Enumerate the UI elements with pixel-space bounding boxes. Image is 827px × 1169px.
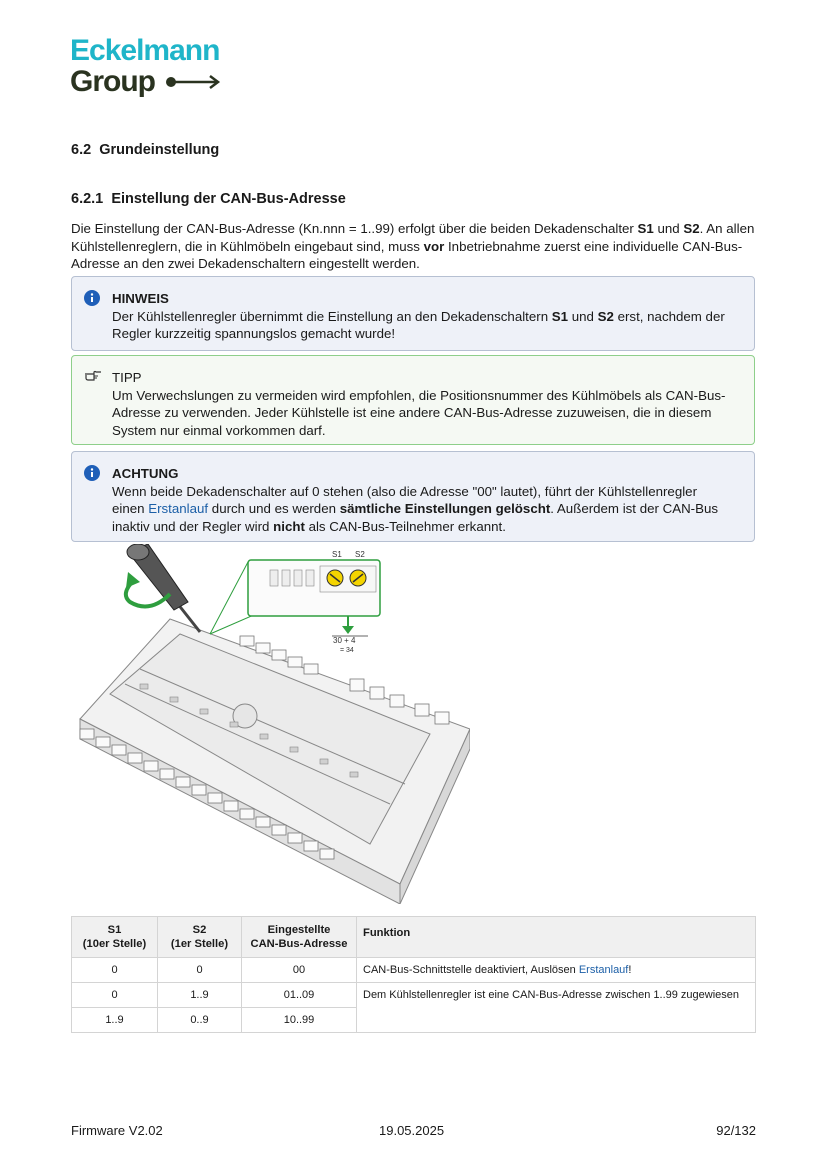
address-table: [71, 916, 756, 1033]
table-row: 0 1..9 01..09 Dem Kühlstellenregler ist eine CAN-Bus-Adresse zwischen 1..99 zugewiesen: [72, 983, 756, 1008]
label-s1: S1: [332, 550, 342, 559]
logo-line-1: Eckelmann: [70, 34, 220, 67]
info-icon: [84, 465, 100, 481]
company-logo: [70, 36, 223, 98]
formula-text: 30 + 4: [333, 636, 356, 645]
achtung-box: [71, 451, 755, 542]
section-heading: 6.2 Grundeinstellung: [71, 142, 220, 158]
erstanlauf-link[interactable]: Erstanlauf: [578, 964, 629, 976]
tipp-title: TIPP: [112, 370, 142, 385]
tipp-text: Um Verwechslungen zu vermeiden wird empfohlen, die Positionsnummer des Kühlmöbels als CAN-Bus-Adresse zu verwenden. Jeder Kühlstelle ist eine andere CAN-Bus-Adresse zuzuweisen, die in diesem System nur einmal vorkommen darf.: [112, 387, 726, 438]
footer-page-number: 92/132: [716, 1123, 756, 1138]
pointing-hand-icon: [84, 370, 102, 382]
tipp-box: [71, 355, 755, 445]
footer-date: 19.05.2025: [379, 1123, 445, 1138]
achtung-text: Wenn beide Dekadenschalter auf 0 stehen (also die Adresse "00" lautet), führt der Kühlstellenregler einen Erstanlauf durch und es werden sämtliche Einstellungen gelöscht. Außerdem ist der CAN-Bus inaktiv und der Regler wird nicht als CAN-Bus-Teilnehmer erkannt.: [112, 483, 719, 534]
header-s1: S1 (10er Stelle): [72, 917, 158, 958]
label-s2: S2: [355, 550, 365, 559]
hinweis-title: HINWEIS: [112, 291, 169, 306]
logo-line-2: Group: [70, 65, 155, 98]
header-s2: S2 (1er Stelle): [158, 917, 242, 958]
intro-paragraph: Die Einstellung der CAN-Bus-Adresse (Kn.nnn = 1..99) erfolgt über die beiden Dekadenschalter S1 und S2. An allen Kühlstellenreglern, die in Kühlmöbeln eingebaut sind, muss vor Inbetriebnahme zuerst eine individuelle CAN-Bus-Adresse an den zwei Dekadenschaltern eingestellt werden.: [71, 221, 755, 271]
erstanlauf-link[interactable]: Erstanlauf: [148, 501, 209, 516]
logo-arrow-icon: [165, 75, 223, 89]
table-row: 1..9 0..9 10..99: [72, 1008, 756, 1033]
formula-result: = 34: [340, 647, 354, 654]
subsection-heading: 6.2.1 Einstellung der CAN-Bus-Adresse: [71, 191, 346, 207]
header-function: Funktion: [357, 917, 756, 958]
footer-version: Firmware V2.02: [71, 1123, 163, 1138]
hinweis-box: [71, 276, 755, 351]
info-icon: [84, 290, 100, 306]
hinweis-text: Der Kühlstellenregler übernimmt die Einstellung an den Dekadenschaltern S1 und S2 erst, nachdem der Regler kurzzeitig spannungslos gemacht wurde!: [112, 308, 725, 341]
table-header-row: [72, 917, 756, 958]
achtung-title: ACHTUNG: [112, 466, 179, 481]
table-row: 0 0 00 CAN-Bus-Schnittstelle deaktiviert, Auslösen Erstanlauf!: [72, 958, 756, 983]
controller-illustration: [70, 544, 470, 904]
header-address: Eingestellte CAN-Bus-Adresse: [242, 917, 357, 958]
